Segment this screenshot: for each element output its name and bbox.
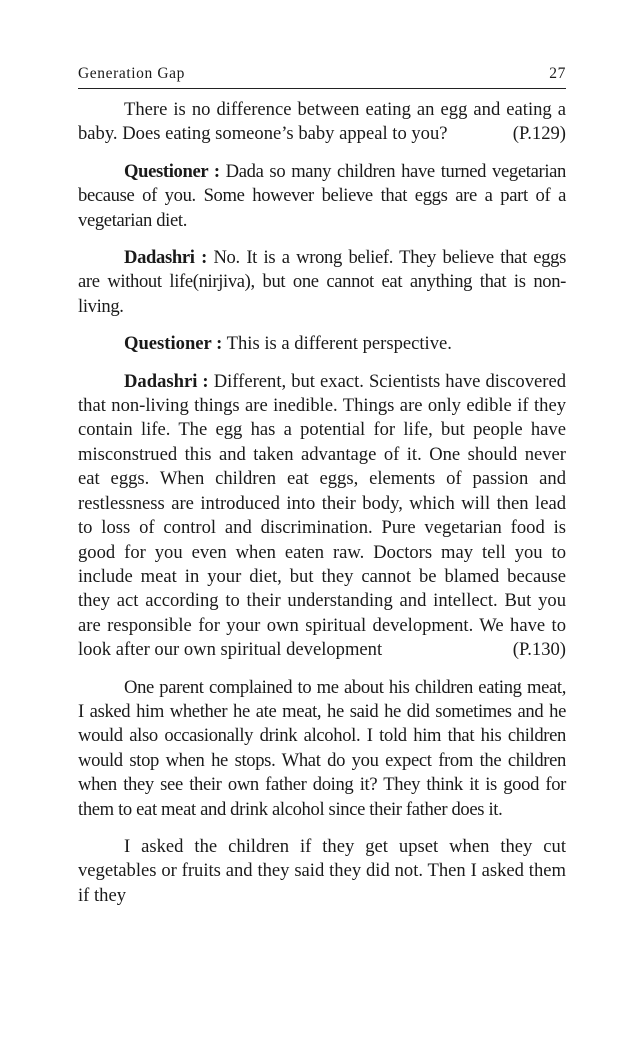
paragraph-text: This is a different perspective. <box>226 333 452 355</box>
citation: (P.130) <box>512 639 566 661</box>
page-number: 27 <box>549 65 566 82</box>
paragraph-3 <box>78 246 566 319</box>
paragraph-4 <box>78 332 566 356</box>
paragraph-1 <box>78 98 566 147</box>
speaker-label: Dadashri : <box>124 370 209 392</box>
paragraph-text: I asked the children if they get upset when they cut vegetables or fruits and they said they did not. Then I asked them if they <box>78 835 566 906</box>
chapter-title: Generation Gap <box>78 65 185 82</box>
citation: (P.129) <box>512 123 566 145</box>
running-header <box>78 64 566 89</box>
speaker-label: Questioner : <box>124 160 220 182</box>
paragraph-text: One parent complained to me about his children eating meat, I asked him whether he ate meat, he said he did sometimes and he would also occasionally drink alcohol. I told him that his children would stop when he stops. What do you expect from the children when they see their own father doing it? They think it is good for them to eat meat and drink alcohol since their father does it. <box>78 676 566 820</box>
paragraph-6 <box>78 676 566 822</box>
paragraph-text: No. It is a wrong belief. They believe that eggs are without life(nirjiva), but one cannot eat anything that is non-living. <box>78 247 566 317</box>
body-text <box>78 98 566 921</box>
speaker-label: Dadashri : <box>124 247 207 269</box>
paragraph-5 <box>78 370 566 663</box>
paragraph-text: Different, but exact. Scientists have discovered that non-living things are inedible. Things are only edible if they contain life. The egg has a potential for life, but people have misconstrued this and taken advantage of it. One should never eat eggs. When children eat eggs, elements of passion and restlessness are introduced into their body, which will then lead to loss of control and discrimination. Pure vegetarian food is good for you even when eaten raw. Doctors may tell you to include meat in your diet, but they cannot be blamed because they act according to their understanding and intellect. But you are responsible for your own spiritual development. We have to look after our own spiritual development <box>78 370 566 661</box>
speaker-label: Questioner : <box>124 333 223 355</box>
paragraph-text: There is no difference between eating an egg and eating a baby. Does eating someone’s baby appeal to you? <box>78 99 566 145</box>
paragraph-text: Dada so many children have turned vegetarian because of you. Some however believe that eggs are a part of a vegetarian diet. <box>78 160 566 231</box>
paragraph-2 <box>78 160 566 233</box>
paragraph-7 <box>78 835 566 908</box>
